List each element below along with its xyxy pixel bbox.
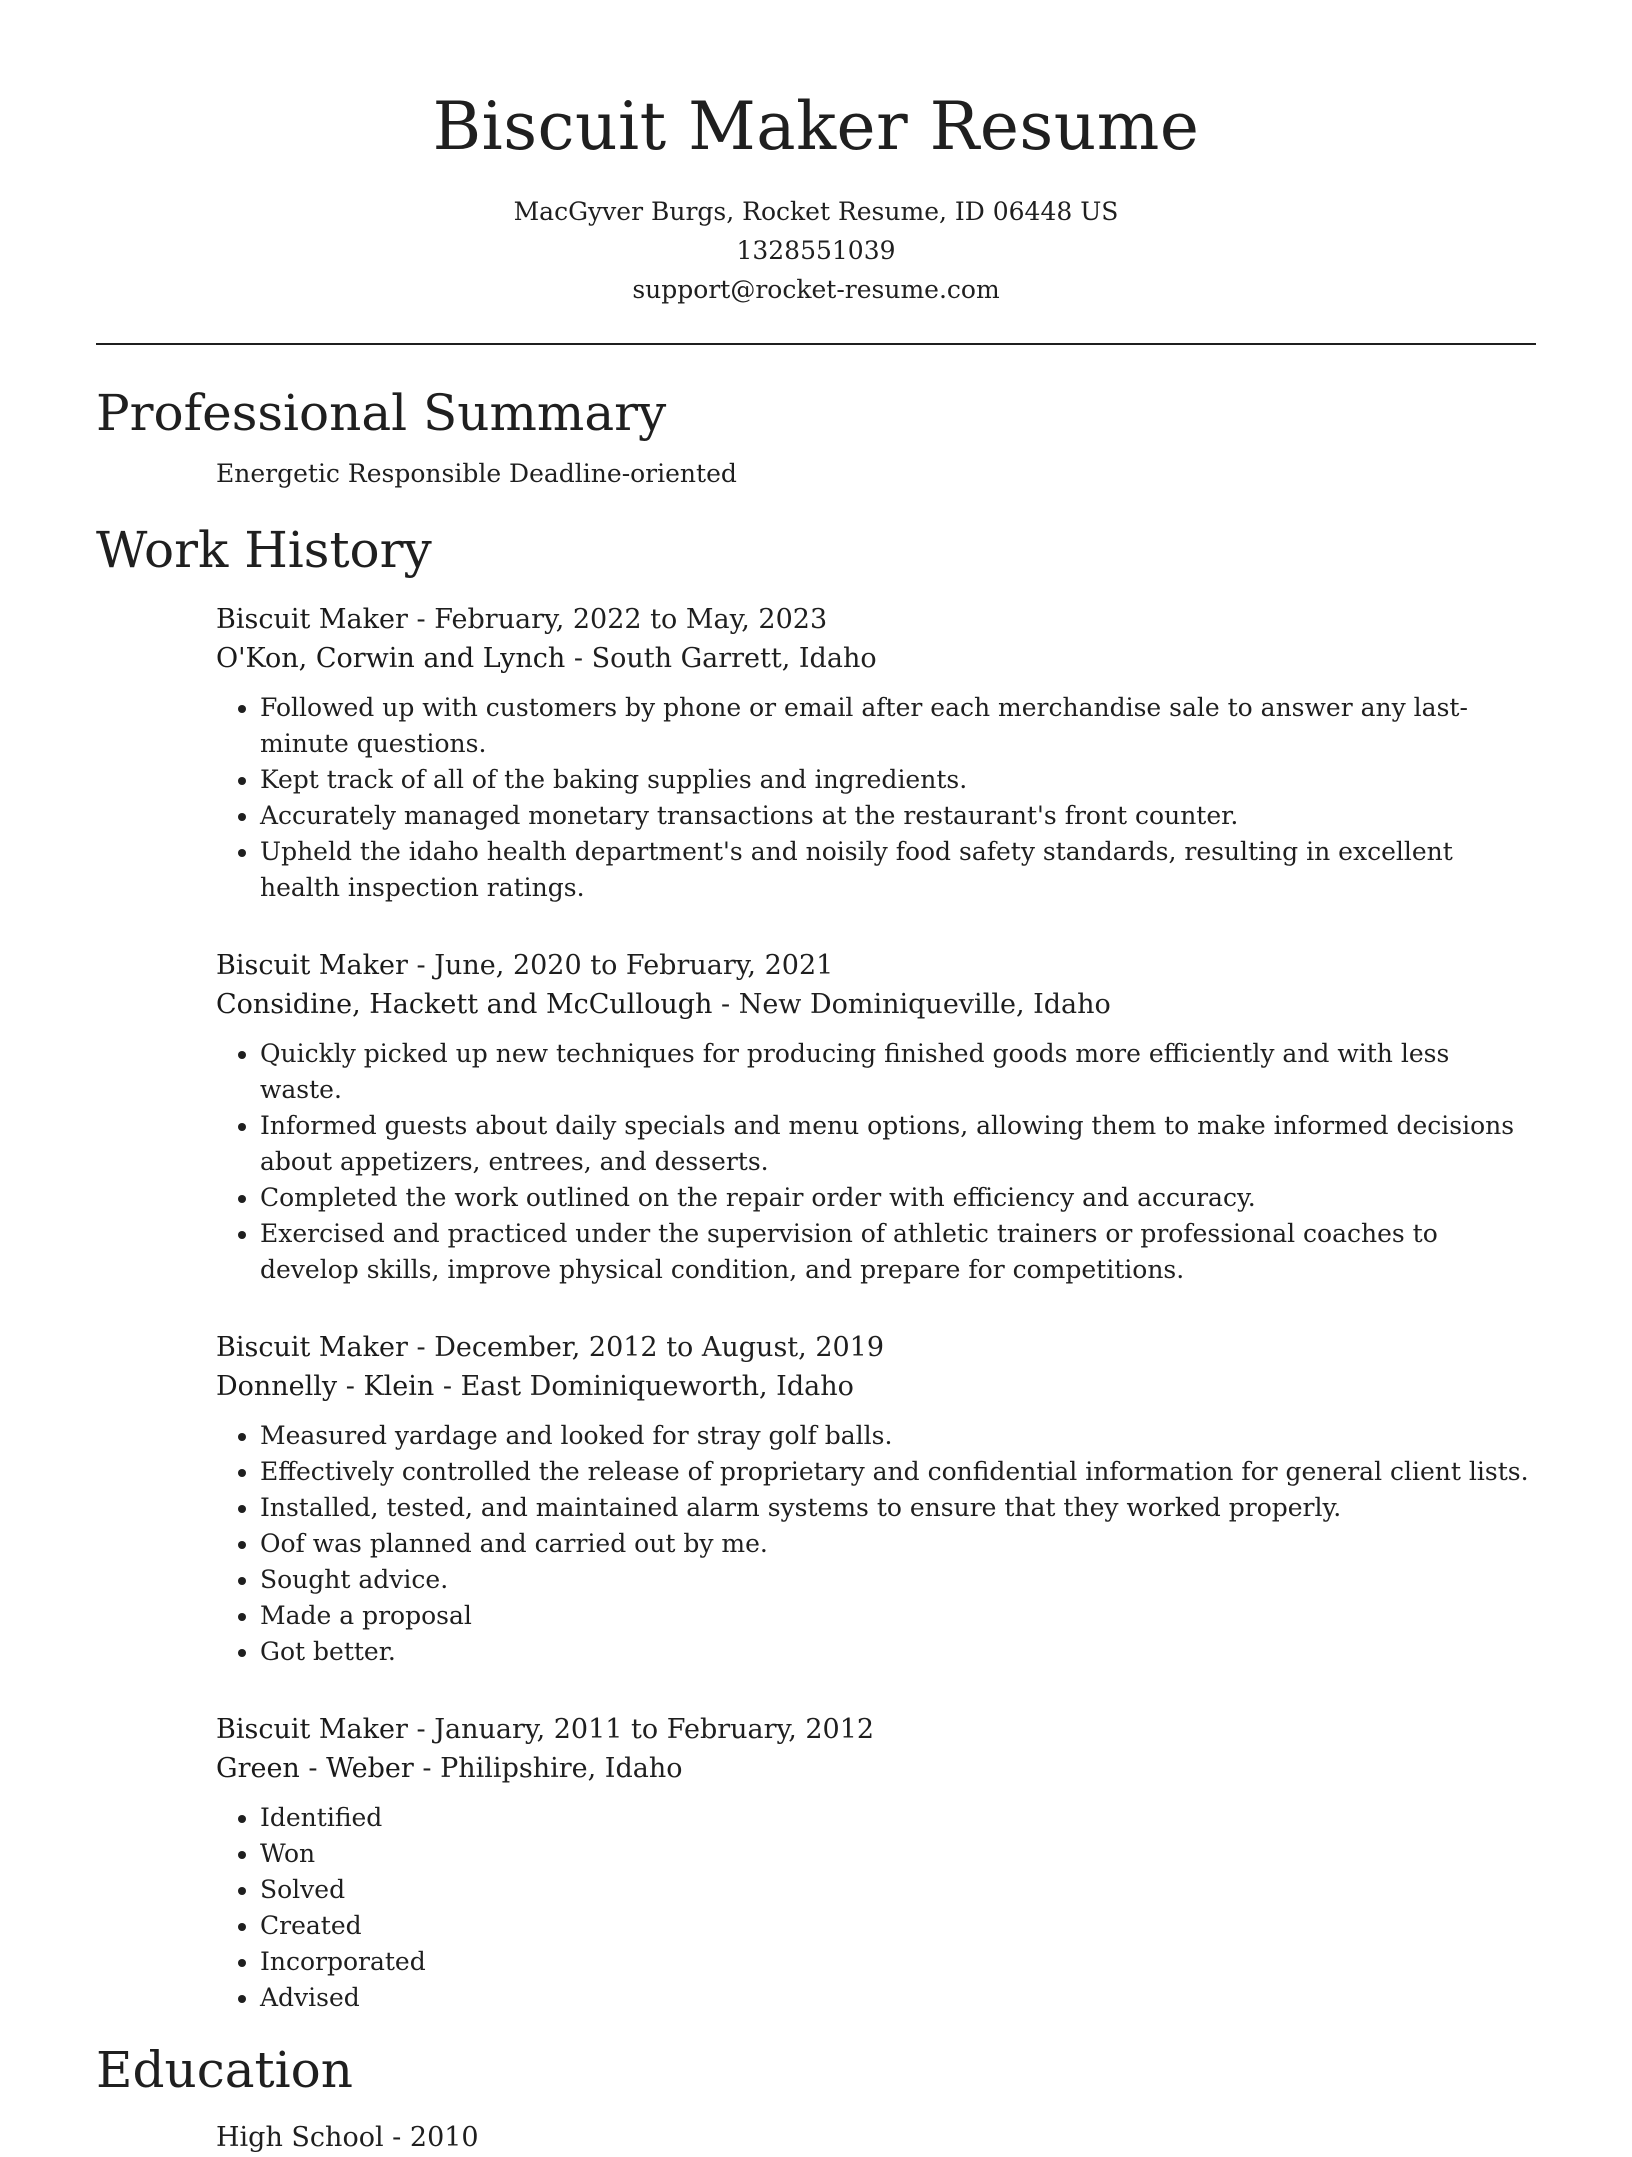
contact-phone: 1328551039 (736, 236, 896, 265)
contact-email: support@rocket-resume.com (632, 275, 1000, 304)
job-bullet: • Measured yardage and looked for stray golf balls. (260, 1418, 1536, 1454)
job-title-line (216, 1710, 1536, 1749)
separator: - (407, 1714, 435, 1745)
job-list (216, 600, 1536, 2016)
job-company: Green - Weber (216, 1753, 414, 1784)
job-company: Donnelly - Klein (216, 1371, 435, 1402)
job-bullet: • Installed, tested, and maintained alarm systems to ensure that they worked properly. (260, 1490, 1536, 1526)
job-entry (216, 600, 1536, 906)
education-year: 2010 (409, 2122, 479, 2153)
job-company: O'Kon, Corwin and Lynch (216, 643, 566, 674)
job-bullet: • Got better. (260, 1634, 1536, 1670)
job-company-line (216, 1367, 1536, 1406)
contact-address: MacGyver Burgs, Rocket Resume, ID 06448 US (513, 197, 1119, 226)
separator: - (712, 989, 739, 1020)
job-dates: December, 2012 to August, 2019 (434, 1332, 885, 1363)
job-bullet: • Incorporated (260, 1944, 1536, 1980)
job-bullet: • Won (260, 1836, 1536, 1872)
job-bullet: • Accurately managed monetary transactions at the restaurant's front counter. (260, 798, 1536, 834)
job-bullet: • Kept track of all of the baking supplies and ingredients. (260, 762, 1536, 798)
job-location: East Dominiqueworth, Idaho (460, 1371, 854, 1402)
job-title: Biscuit Maker (216, 1332, 408, 1363)
job-bullet: • Solved (260, 1872, 1536, 1908)
education-degree: High School (216, 2122, 384, 2153)
header-divider (96, 343, 1536, 345)
job-bullet: • Upheld the idaho health department's and noisily food safety standards, resulting in excellent health inspection ratings. (260, 834, 1536, 906)
resume-page (96, 0, 1536, 2157)
separator: - (565, 643, 592, 674)
job-bullet: • Identified (260, 1800, 1536, 1836)
education-list (96, 2118, 1536, 2157)
job-bullet: • Exercised and practiced under the supervision of athletic trainers or professional coaches to develop skills, improve physical condition, and prepare for competitions. (260, 1216, 1536, 1288)
resume-header (96, 0, 1536, 309)
job-entry (216, 946, 1536, 1288)
job-bullets (216, 1418, 1536, 1670)
job-title-line (216, 600, 1536, 639)
job-dates: June, 2020 to February, 2021 (434, 950, 834, 981)
job-bullet: • Created (260, 1908, 1536, 1944)
job-bullet: • Quickly picked up new techniques for producing finished goods more efficiently and with less waste. (260, 1036, 1536, 1108)
job-bullet: • Followed up with customers by phone or email after each merchandise sale to answer any last-minute questions. (260, 690, 1536, 762)
education-entry (216, 2118, 1536, 2157)
summary-section (96, 381, 1536, 491)
job-entry (216, 1328, 1536, 1670)
job-company-line (216, 985, 1536, 1024)
job-entry (216, 1710, 1536, 2016)
separator: - (413, 1753, 441, 1784)
job-location: South Garrett, Idaho (591, 643, 877, 674)
separator: - (434, 1371, 461, 1402)
job-title: Biscuit Maker (216, 1714, 408, 1745)
job-dates: January, 2011 to February, 2012 (434, 1714, 875, 1745)
job-title: Biscuit Maker (216, 950, 408, 981)
summary-heading: Professional Summary (96, 384, 667, 442)
job-bullet: • Effectively controlled the release of proprietary and confidential information for general client lists. (260, 1454, 1536, 1490)
job-company-line (216, 1749, 1536, 1788)
job-company-line (216, 639, 1536, 678)
job-title-line (216, 1328, 1536, 1367)
education-heading: Education (96, 2041, 353, 2099)
job-title: Biscuit Maker (216, 604, 408, 635)
job-bullets (216, 1036, 1536, 1288)
job-company: Considine, Hackett and McCullough (216, 989, 713, 1020)
job-bullet: • Made a proposal (260, 1598, 1536, 1634)
job-bullet: • Sought advice. (260, 1562, 1536, 1598)
resume-title: Biscuit Maker Resume (432, 88, 1200, 165)
job-dates: February, 2022 to May, 2023 (434, 604, 828, 635)
job-location: New Dominiqueville, Idaho (738, 989, 1111, 1020)
education-section (96, 2038, 1536, 2157)
job-bullet: • Advised (260, 1980, 1536, 2016)
work-history-section (96, 518, 1536, 2016)
job-title-line (216, 946, 1536, 985)
contact-block (96, 192, 1536, 309)
summary-text: Energetic Responsible Deadline-oriented (216, 459, 737, 488)
job-bullet: • Informed guests about daily specials and menu options, allowing them to make informed decisions about appetizers, entrees, and desserts. (260, 1108, 1536, 1180)
separator: - (407, 604, 435, 635)
separator: - (407, 1332, 435, 1363)
work-history-heading: Work History (96, 521, 432, 579)
job-bullets (216, 1800, 1536, 2016)
job-location: Philipshire, Idaho (440, 1753, 683, 1784)
job-bullet: • Oof was planned and carried out by me. (260, 1526, 1536, 1562)
job-bullets (216, 690, 1536, 906)
job-bullet: • Completed the work outlined on the repair order with efficiency and accuracy. (260, 1180, 1536, 1216)
separator: - (383, 2122, 410, 2153)
separator: - (407, 950, 435, 981)
